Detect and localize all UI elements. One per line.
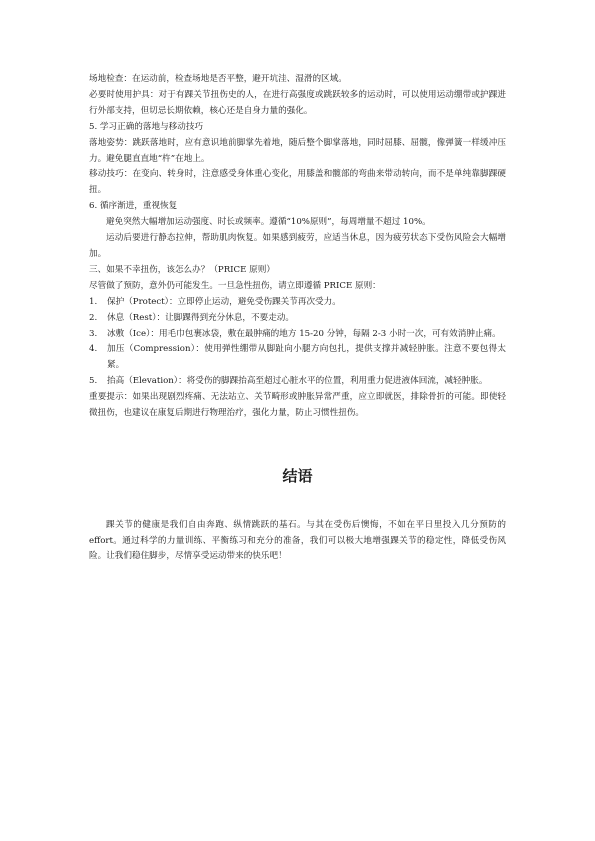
list-number: 2. <box>89 312 98 323</box>
list-text: 保护（Protect）：立即停止运动，避免受伤踝关节再次受力。 <box>107 296 341 307</box>
section-heading-price: 三、如果不幸扭伤，该怎么办？（PRICE 原则） <box>89 264 275 275</box>
list-text: 休息（Rest）：让脚踝得到充分休息，不要走动。 <box>107 312 294 323</box>
paragraph-landing-posture: 落地姿势：跳跃落地时，应有意识地前脚掌先着地，随后整个脚掌落地，同时屈膝、屈髋，像弹簧一样缓冲压力。避免腿直直地“杵”在地上。 <box>89 137 506 164</box>
list-number: 5. <box>89 376 98 387</box>
list-text: 抬高（Elevation）：将受伤的脚踝抬高至超过心脏水平的位置，利用重力促进液体回流，减轻肿胀。 <box>107 376 488 387</box>
section-heading-landing: 5. 学习正确的落地与移动技巧 <box>89 121 204 132</box>
paragraph-ten-percent-rule: 避免突然大幅增加运动强度、时长或频率。遵循“10%原则”，每周增量不超过 10%。 <box>106 217 431 228</box>
paragraph-stretching: 运动后要进行静态拉伸，帮助肌肉恢复。如果感到疲劳，应适当休息，因为疲劳状态下受伤风险会大幅增加。 <box>89 233 506 259</box>
list-item-elevation <box>89 374 506 390</box>
paragraph-venue-check: 场地检查：在运动前，检查场地是否平整，避开坑洼、湿滑的区域。 <box>89 74 347 84</box>
conclusion-title: 结语 <box>282 467 313 485</box>
list-number: 1. <box>89 296 98 307</box>
main-body <box>89 72 506 422</box>
list-text: 冰敷（Ice）：用毛巾包裹冰袋，敷在最肿痛的地方 15-20 分钟，每隔 2-3 小时一次，可有效消肿止痛。 <box>107 328 501 339</box>
paragraph-important-note: 重要提示：如果出现剧烈疼痛、无法站立、关节畸形或肿胀异常严重，应立即就医，排除骨折的可能。即使轻微扭伤，也建议在康复后期进行物理治疗，强化力量，防止习惯性扭伤。 <box>89 392 506 419</box>
paragraph-price-intro: 尽管做了预防，意外仍可能发生。一旦急性扭伤，请立即遵循 PRICE 原则： <box>89 280 381 291</box>
paragraph-protective-gear: 必要时使用护具：对于有踝关节扭伤史的人，在进行高强度或跳跃较多的运动时，可以使用运动绷带或护踝进行外部支持，但切忌长期依赖，核心还是自身力量的强化。 <box>89 89 506 116</box>
list-number: 4. <box>89 344 98 355</box>
list-item-protect <box>89 295 506 311</box>
list-item-compression <box>89 342 506 374</box>
list-text: 加压（Compression）：使用弹性绷带从脚趾向小腿方向包扎，提供支撑并减轻肿胀。注意不要包得太紧。 <box>107 344 506 371</box>
list-item-ice <box>89 327 506 343</box>
list-item-rest <box>89 311 506 327</box>
paragraph-movement-skill: 移动技巧：在变向、转身时，注意感受身体重心变化，用膝盖和髋部的弯曲来带动转向，而不是单纯靠脚踝硬扭。 <box>89 169 506 196</box>
conclusion-paragraph: 踝关节的健康是我们自由奔跑、纵情跳跃的基石。与其在受伤后懊悔，不如在平日里投入几分预防的 effort。通过科学的力量训练、平衡练习和充分的准备，我们可以极大地增强踝关节的稳定性，降低受伤风险。让我们稳住脚步，尽情享受运动带来的快乐吧！ <box>89 519 506 562</box>
section-heading-recovery: 6. 循序渐进，重视恢复 <box>89 201 178 212</box>
list-number: 3. <box>89 328 98 339</box>
